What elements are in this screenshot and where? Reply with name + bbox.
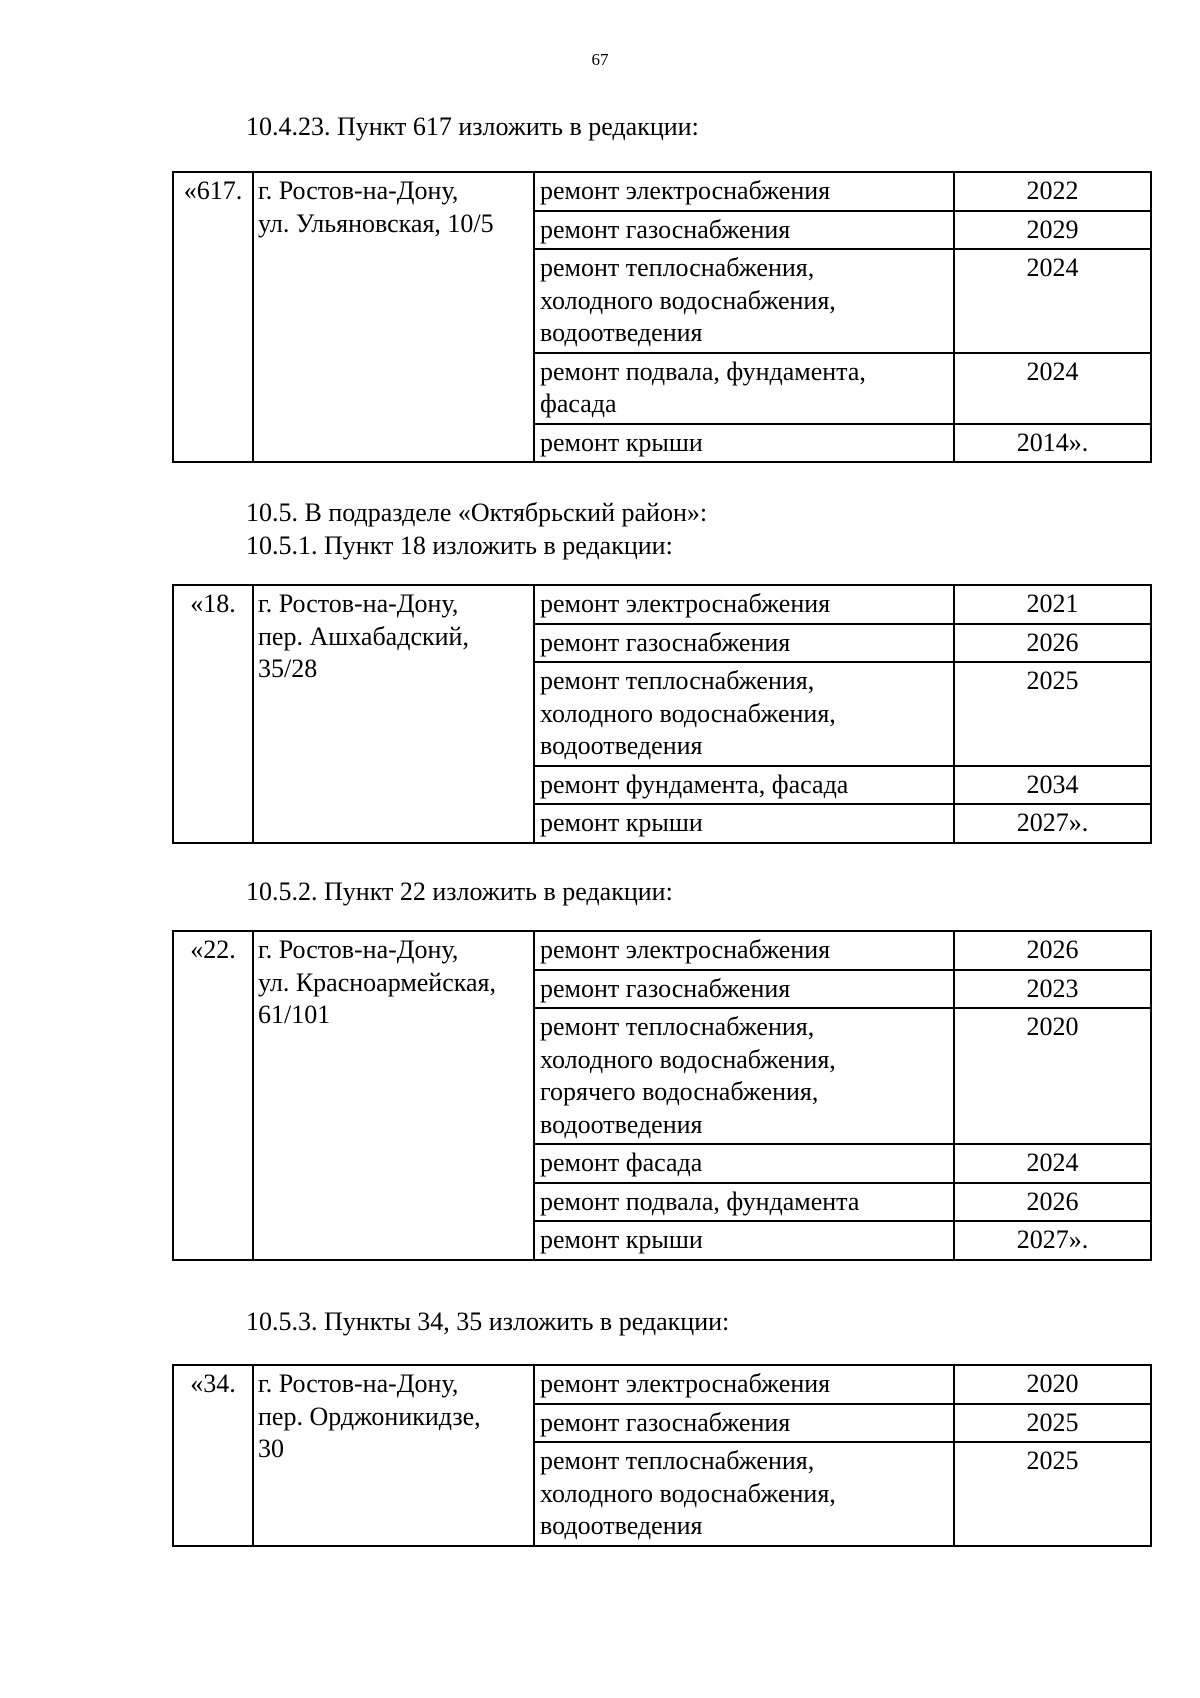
section-heading: 10.5.2. Пункт 22 изложить в редакции: xyxy=(246,877,673,906)
year-cell: 2026 xyxy=(954,624,1151,663)
work-type-cell xyxy=(534,1404,954,1443)
year-cell: 2024 xyxy=(954,1144,1151,1183)
year-cell: 2023 xyxy=(954,970,1151,1009)
table-row xyxy=(173,172,1151,211)
work-type-text: ремонт электроснабжения xyxy=(540,176,831,205)
work-type-cell xyxy=(534,1365,954,1404)
work-type-cell xyxy=(534,1008,954,1144)
work-type-text: ремонт подвала, фундамента, фасада xyxy=(540,356,866,418)
work-type-text: ремонт крыши xyxy=(540,808,703,837)
work-type-cell xyxy=(534,662,954,766)
year-cell: 2029 xyxy=(954,211,1151,250)
address-text: г. Ростов-на-Дону, пер. Ашхабадский, 35/28 xyxy=(258,589,469,683)
year-cell: 2025 xyxy=(954,1442,1151,1546)
year-cell: 2020 xyxy=(954,1008,1151,1144)
section-heading: 10.5.3. Пункты 34, 35 изложить в редакции: xyxy=(246,1307,730,1336)
work-type-cell xyxy=(534,970,954,1009)
section-heading: 10.4.23. Пункт 617 изложить в редакции: xyxy=(246,112,699,141)
section-heading: 10.5.1. Пункт 18 изложить в редакции: xyxy=(246,531,673,560)
year-cell: 2024 xyxy=(954,249,1151,353)
page-number: 67 xyxy=(591,50,609,69)
work-type-text: ремонт крыши xyxy=(540,427,703,457)
item-number-cell: «22. xyxy=(173,931,253,1260)
work-type-text: ремонт теплоснабжения, холодного водоснабжения, горячего водоснабжения, водоотведения xyxy=(540,1012,836,1139)
work-type-text: ремонт теплоснабжения, холодного водоснабжения, водоотведения xyxy=(540,666,836,760)
address-text: г. Ростов-на-Дону, ул. Ульяновская, 10/5 xyxy=(258,176,494,238)
amendment-table xyxy=(172,1364,1152,1547)
work-type-text: ремонт электроснабжения xyxy=(540,589,831,618)
work-type-text: ремонт крыши xyxy=(540,1225,703,1254)
work-type-text: ремонт подвала, фундамента xyxy=(540,1186,860,1216)
address-cell xyxy=(253,585,534,843)
work-type-cell xyxy=(534,624,954,663)
year-cell: 2025 xyxy=(954,1404,1151,1443)
work-type-cell xyxy=(534,353,954,424)
item-number-cell: «18. xyxy=(173,585,253,843)
year-cell: 2025 xyxy=(954,662,1151,766)
year-cell: 2027». xyxy=(954,1221,1151,1260)
year-cell: 2026 xyxy=(954,931,1151,970)
item-number-cell: «34. xyxy=(173,1365,253,1546)
year-cell: 2014». xyxy=(954,424,1151,463)
work-type-cell xyxy=(534,249,954,353)
work-type-cell xyxy=(534,804,954,843)
amendment-table xyxy=(172,930,1152,1261)
work-type-cell xyxy=(534,1442,954,1546)
work-type-cell xyxy=(534,1221,954,1260)
work-type-cell xyxy=(534,766,954,805)
section-heading: 10.5. В подразделе «Октябрьский район»: xyxy=(246,498,708,527)
work-type-cell xyxy=(534,585,954,624)
work-type-text: ремонт газоснабжения xyxy=(540,214,791,244)
amendment-table xyxy=(172,171,1152,463)
year-cell: 2026 xyxy=(954,1183,1151,1222)
work-type-text: ремонт газоснабжения xyxy=(540,1407,791,1437)
work-type-text: ремонт газоснабжения xyxy=(540,627,791,657)
table-row xyxy=(173,585,1151,624)
address-text: г. Ростов-на-Дону, ул. Красноармейская, 61/101 xyxy=(258,935,496,1029)
year-cell: 2020 xyxy=(954,1365,1151,1404)
work-type-text: ремонт электроснабжения xyxy=(540,1369,831,1398)
table-row xyxy=(173,931,1151,970)
work-type-text: ремонт теплоснабжения, холодного водоснабжения, водоотведения xyxy=(540,1446,836,1540)
work-type-cell xyxy=(534,424,954,463)
year-cell: 2021 xyxy=(954,585,1151,624)
address-cell xyxy=(253,1365,534,1546)
table-row xyxy=(173,1365,1151,1404)
work-type-text: ремонт фундамента, фасада xyxy=(540,769,849,799)
work-type-cell xyxy=(534,931,954,970)
work-type-text: ремонт газоснабжения xyxy=(540,973,791,1003)
work-type-cell xyxy=(534,1183,954,1222)
address-text: г. Ростов-на-Дону, пер. Орджоникидзе, 30 xyxy=(258,1369,481,1463)
year-cell: 2027». xyxy=(954,804,1151,843)
work-type-text: ремонт электроснабжения xyxy=(540,935,831,964)
address-cell xyxy=(253,931,534,1260)
year-cell: 2024 xyxy=(954,353,1151,424)
year-cell: 2034 xyxy=(954,766,1151,805)
item-number-cell: «617. xyxy=(173,172,253,462)
amendment-table xyxy=(172,584,1152,844)
work-type-cell xyxy=(534,172,954,211)
work-type-text: ремонт теплоснабжения, холодного водоснабжения, водоотведения xyxy=(540,253,836,347)
address-cell xyxy=(253,172,534,462)
year-cell: 2022 xyxy=(954,172,1151,211)
work-type-text: ремонт фасада xyxy=(540,1148,703,1177)
work-type-cell xyxy=(534,211,954,250)
work-type-cell xyxy=(534,1144,954,1183)
